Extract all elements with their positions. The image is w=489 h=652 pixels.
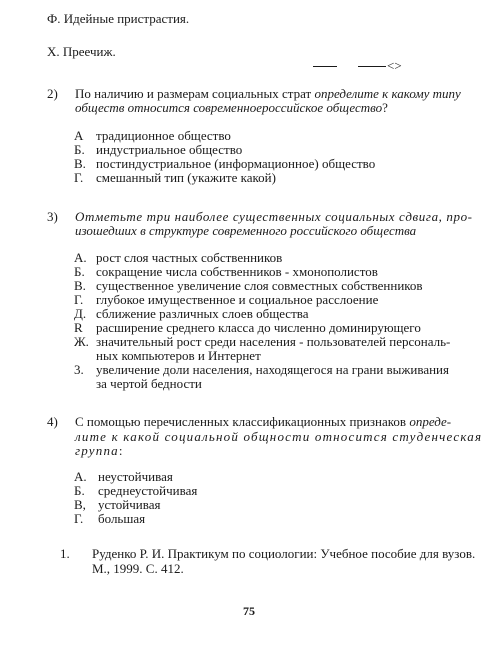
question-4-option-letter: А. [74,469,87,484]
question-2-option-letter: Г. [74,170,84,185]
question-3-option-text-continued: ных компьютеров и Интернет [96,348,261,363]
question-3-option-text: глубокое имущественное и социальное расслоение [96,292,379,307]
footnote-marker: 1. [60,546,70,561]
question-2-option-text: индустриальное общество [96,142,243,157]
question-3-option-text: рост слоя частных собственников [96,250,283,265]
answer-blank-end-mark: <> [387,58,402,73]
question-2-number: 2) [47,86,58,101]
question-4-option-text: неустойчивая [98,469,173,484]
question-3-option-text: увеличение доли населения, находящегося на грани выживания [96,362,449,377]
question-4-text-line3 [75,443,123,459]
question-4-text-line2: лите к какой социальной общности относится студенческая [75,429,483,444]
question-3-option-text: значительный рост среди населения - пользователей персональ- [96,334,451,349]
question-3-option-letter: Г. [74,292,84,307]
question-3-option-text: существенное увеличение слоя совместных собственников [96,278,423,293]
header-item-f: Ф. Идейные пристрастия. [47,11,190,26]
question-3-option-letter: В. [74,278,86,293]
question-4-option-letter: Г. [74,511,84,526]
question-3-option-letter: Ж. [74,334,89,349]
question-2-suffix: ? [382,100,388,115]
question-3-option-letter: Д. [74,306,87,321]
question-2-option-letter: В. [74,156,86,171]
answer-blank-1 [313,66,337,67]
question-4-suffix: : [118,443,123,458]
question-3-option-letter: Б. [74,264,85,279]
question-3-option-letter: А. [74,250,87,265]
question-3-text-line1: Отметьте три наиболее существенных социальных сдвига, про- [75,209,473,224]
question-2-option-text: смешанный тип (укажите какой) [96,170,276,185]
question-2-italic-part1: определите к какому типу [314,86,461,101]
question-2-option-text: постиндустриальное (информационное) общество [96,156,376,171]
question-4-option-text: среднеустойчивая [98,483,198,498]
footnote-line2: М., 1999. С. 412. [92,561,184,576]
question-2-option-text: традиционное общество [96,128,231,143]
page-number: 75 [243,604,255,618]
question-2-prefix: По наличию и размерам социальных страт [75,86,315,101]
question-2-option-letter: А [74,128,84,143]
question-4-italic-tail: опреде- [409,414,452,429]
question-2-option-letter: Б. [74,142,85,157]
header-item-h: Х. Преечиж. [47,44,116,59]
question-4-option-letter: В, [74,497,86,512]
question-3-option-text-continued: за чертой бедности [96,376,202,391]
question-3-option-text: сближение различных слоев общества [96,306,309,321]
question-2-italic-part2: обществ относится современноероссийское общество [75,100,383,115]
question-4-text-line1 [75,414,451,430]
question-4-option-text: устойчивая [98,497,161,512]
question-2-text-line2 [75,100,388,116]
question-4-option-letter: Б. [74,483,85,498]
question-4-italic-line3: группа [75,443,119,458]
question-3-option-letter: 3. [74,362,84,377]
question-3-option-text: сокращение числа собственников - хмонополистов [96,264,378,279]
footnote-line1: Руденко Р. И. Практикум по социологии: Учебное пособие для вузов. [92,546,476,561]
question-4-prefix: С помощью перечисленных классификационных признаков [75,414,410,429]
question-4-option-text: большая [98,511,146,526]
question-3-option-text: расширение среднего класса до численно доминирующего [96,320,421,335]
question-4-number: 4) [47,414,58,429]
answer-blank-2 [358,66,386,67]
question-3-number: 3) [47,209,58,224]
question-3-option-letter: R [74,320,83,335]
question-3-text-line2: изошедших в структуре современного российского общества [75,223,417,238]
